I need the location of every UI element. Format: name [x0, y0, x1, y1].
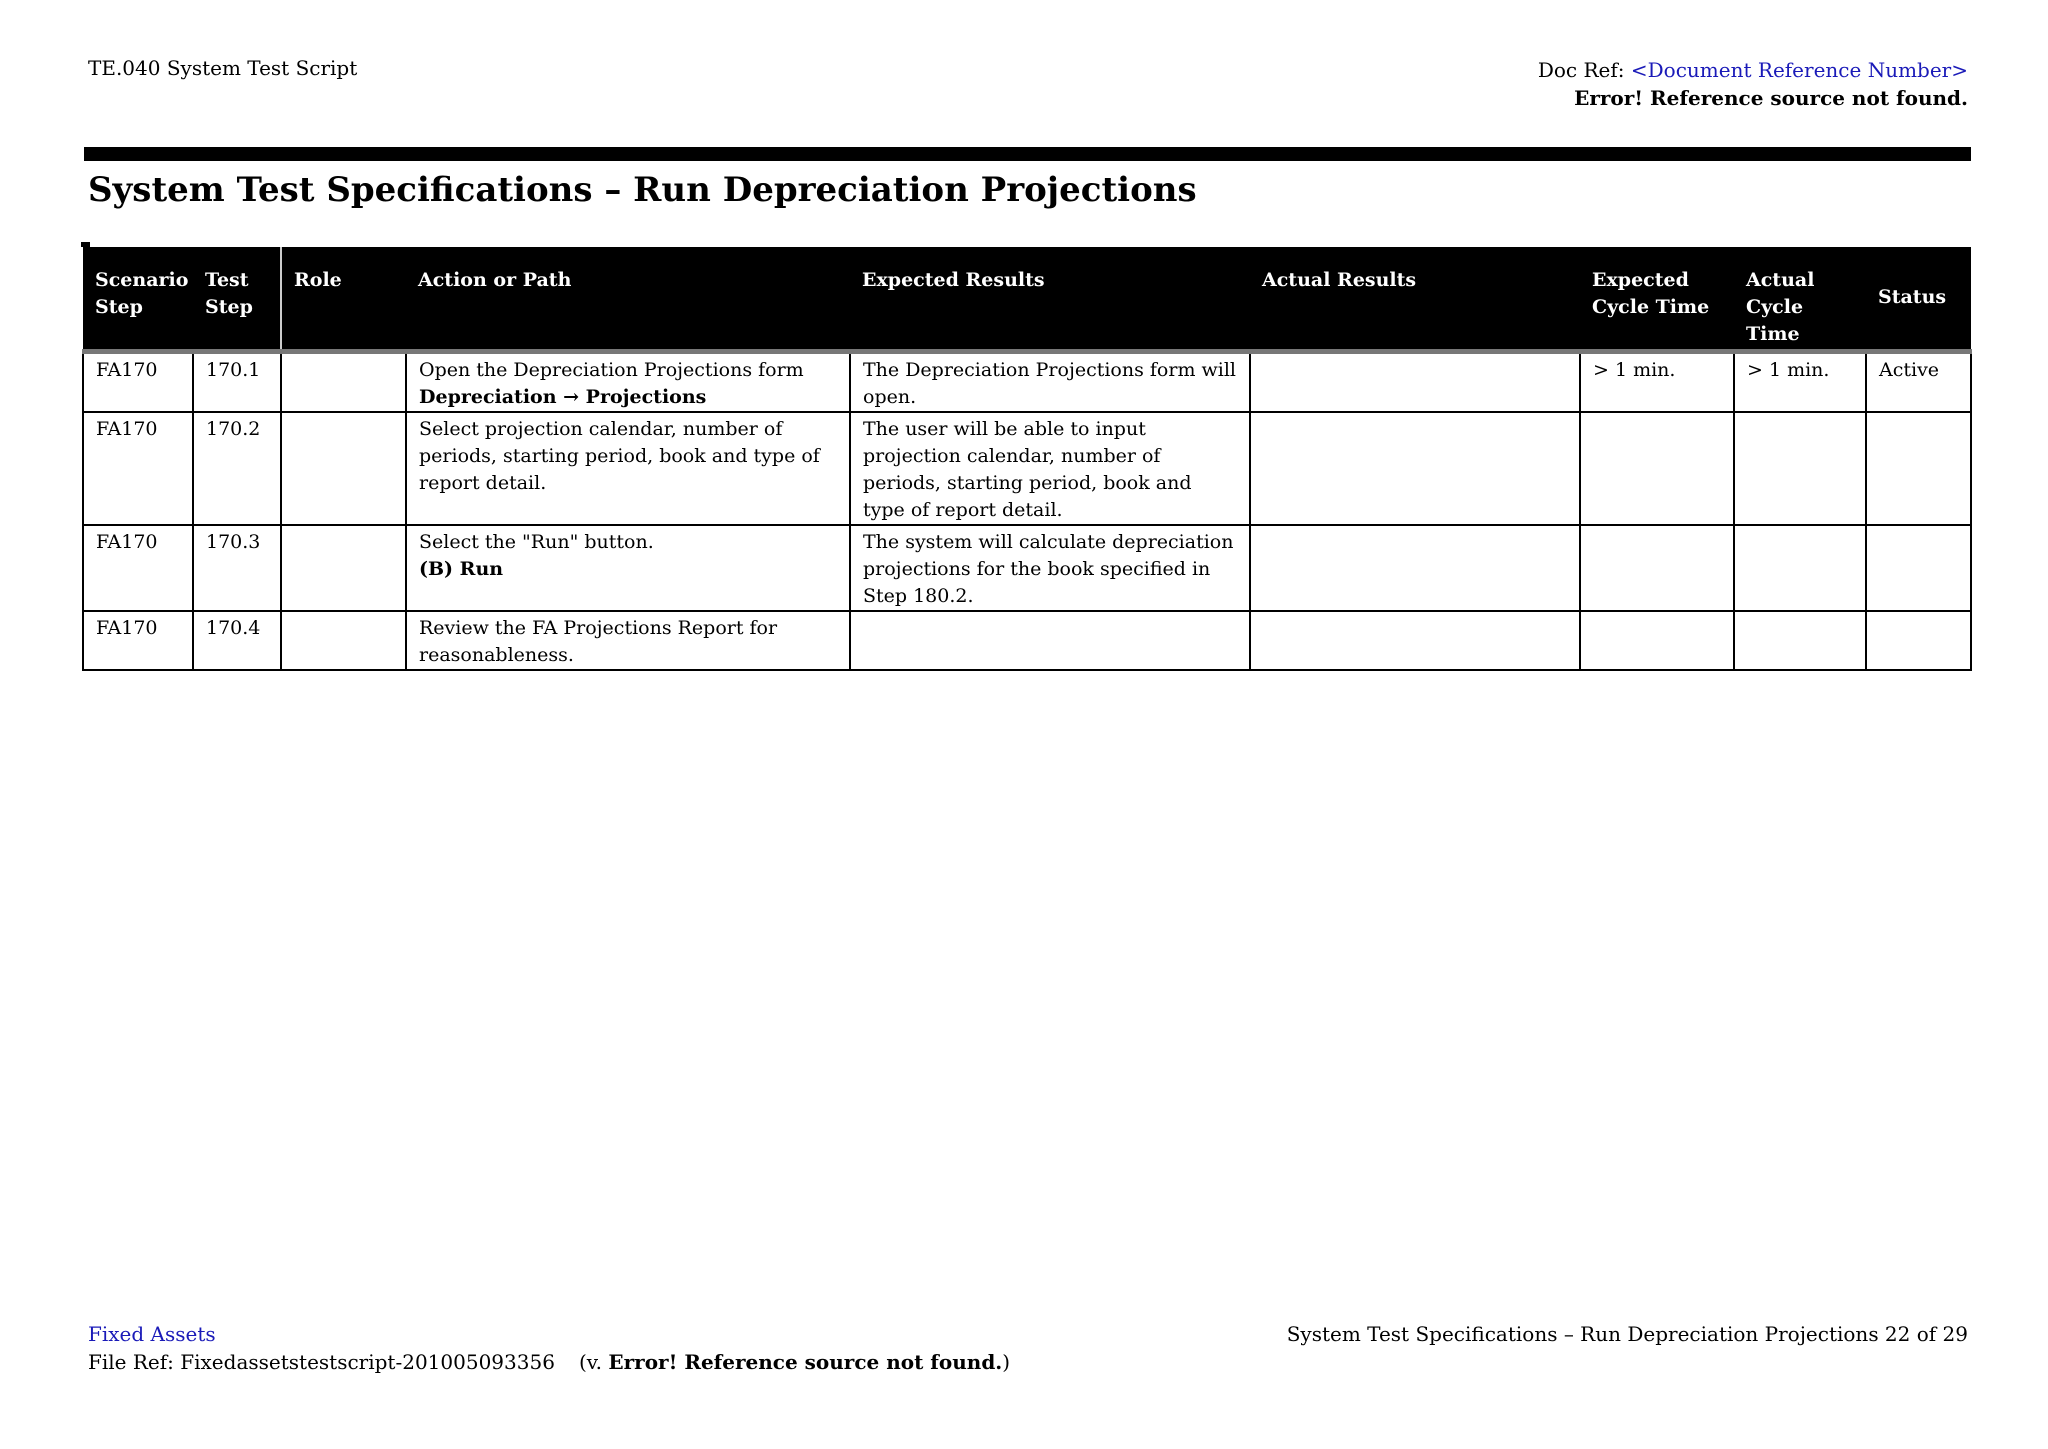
table-row — [83, 412, 1971, 525]
footer-module-name: Fixed Assets — [88, 1322, 216, 1346]
header-action-or-path: Action or Path — [406, 247, 850, 351]
doc-ref-line — [1538, 56, 1968, 84]
cell-status — [1866, 525, 1971, 611]
header-error-line: Error! Reference source not found. — [1574, 86, 1968, 110]
cell-expected-cycle-time — [1580, 525, 1734, 611]
cell-test-step: 170.3 — [193, 525, 281, 611]
footer-file-ref: File Ref: Fixedassetstestscript-201005093356 — [88, 1350, 555, 1374]
table-row — [83, 611, 1971, 670]
cell-expected-results: The user will be able to input projection calendar, number of periods, starting period, book and type of report detail. — [850, 412, 1250, 525]
footer-file-ref-line — [88, 1348, 1010, 1376]
cell-actual-cycle-time — [1734, 611, 1866, 670]
header-expected-cycle-time: Expected Cycle Time — [1580, 247, 1734, 351]
cell-test-step: 170.4 — [193, 611, 281, 670]
header-test-step: Test Step — [193, 247, 281, 351]
action-text: Review the FA Projections Report for reasonableness. — [419, 616, 778, 666]
document-reference-block — [1538, 56, 1968, 112]
cell-actual-results — [1250, 525, 1580, 611]
footer-version: (v. Error! Reference source not found.) — [578, 1350, 1011, 1374]
cell-action — [406, 412, 850, 525]
cell-scenario-step: FA170 — [83, 525, 193, 611]
cell-actual-results — [1250, 412, 1580, 525]
cell-actual-cycle-time — [1734, 525, 1866, 611]
cell-status: Active — [1866, 351, 1971, 412]
header-actual-results: Actual Results — [1250, 247, 1580, 351]
cell-status — [1866, 611, 1971, 670]
header-actual-cycle-time: Actual Cycle Time — [1734, 247, 1866, 351]
header-expected-results: Expected Results — [850, 247, 1250, 351]
footer-left — [88, 1320, 1010, 1376]
cell-role — [281, 351, 406, 412]
action-text: Select projection calendar, number of periods, starting period, book and type of report detail. — [419, 417, 820, 494]
cell-actual-results — [1250, 611, 1580, 670]
cell-expected-results: The Depreciation Projections form will open. — [850, 351, 1250, 412]
footer-page-info: System Test Specifications – Run Depreciation Projections 22 of 29 — [1286, 1322, 1968, 1346]
cell-expected-results: The system will calculate depreciation projections for the book specified in Step 180.2. — [850, 525, 1250, 611]
cell-test-step: 170.1 — [193, 351, 281, 412]
cell-status — [1866, 412, 1971, 525]
cell-expected-results — [850, 611, 1250, 670]
cell-role — [281, 611, 406, 670]
cell-scenario-step: FA170 — [83, 611, 193, 670]
cell-actual-results — [1250, 351, 1580, 412]
header-role: Role — [281, 247, 406, 351]
header-scenario-step: Scenario Step — [83, 247, 193, 351]
table-row — [83, 525, 1971, 611]
cell-scenario-step: FA170 — [83, 351, 193, 412]
action-text: Select the "Run" button. — [419, 530, 654, 553]
cell-scenario-step: FA170 — [83, 412, 193, 525]
cell-role — [281, 412, 406, 525]
doc-ref-label: Doc Ref: — [1537, 58, 1631, 82]
cell-actual-cycle-time: > 1 min. — [1734, 351, 1866, 412]
cell-actual-cycle-time — [1734, 412, 1866, 525]
action-text: Open the Depreciation Projections form — [419, 358, 804, 381]
document-header-title: TE.040 System Test Script — [88, 56, 358, 80]
table-header-row — [83, 247, 1971, 351]
action-path: (B) Run — [419, 557, 504, 580]
cell-test-step: 170.2 — [193, 412, 281, 525]
action-path: Depreciation → Projections — [419, 385, 707, 408]
cell-action — [406, 351, 850, 412]
cell-expected-cycle-time: > 1 min. — [1580, 351, 1734, 412]
cell-action — [406, 611, 850, 670]
cell-action — [406, 525, 850, 611]
table-row — [83, 351, 1971, 412]
header-status: Status — [1866, 247, 1971, 351]
cell-expected-cycle-time — [1580, 611, 1734, 670]
cell-role — [281, 525, 406, 611]
doc-ref-value: <Document Reference Number> — [1630, 58, 1968, 82]
test-spec-table — [82, 247, 1972, 671]
page-title: System Test Specifications – Run Depreciation Projections — [88, 170, 1197, 210]
header-rule — [84, 147, 1971, 161]
cell-expected-cycle-time — [1580, 412, 1734, 525]
